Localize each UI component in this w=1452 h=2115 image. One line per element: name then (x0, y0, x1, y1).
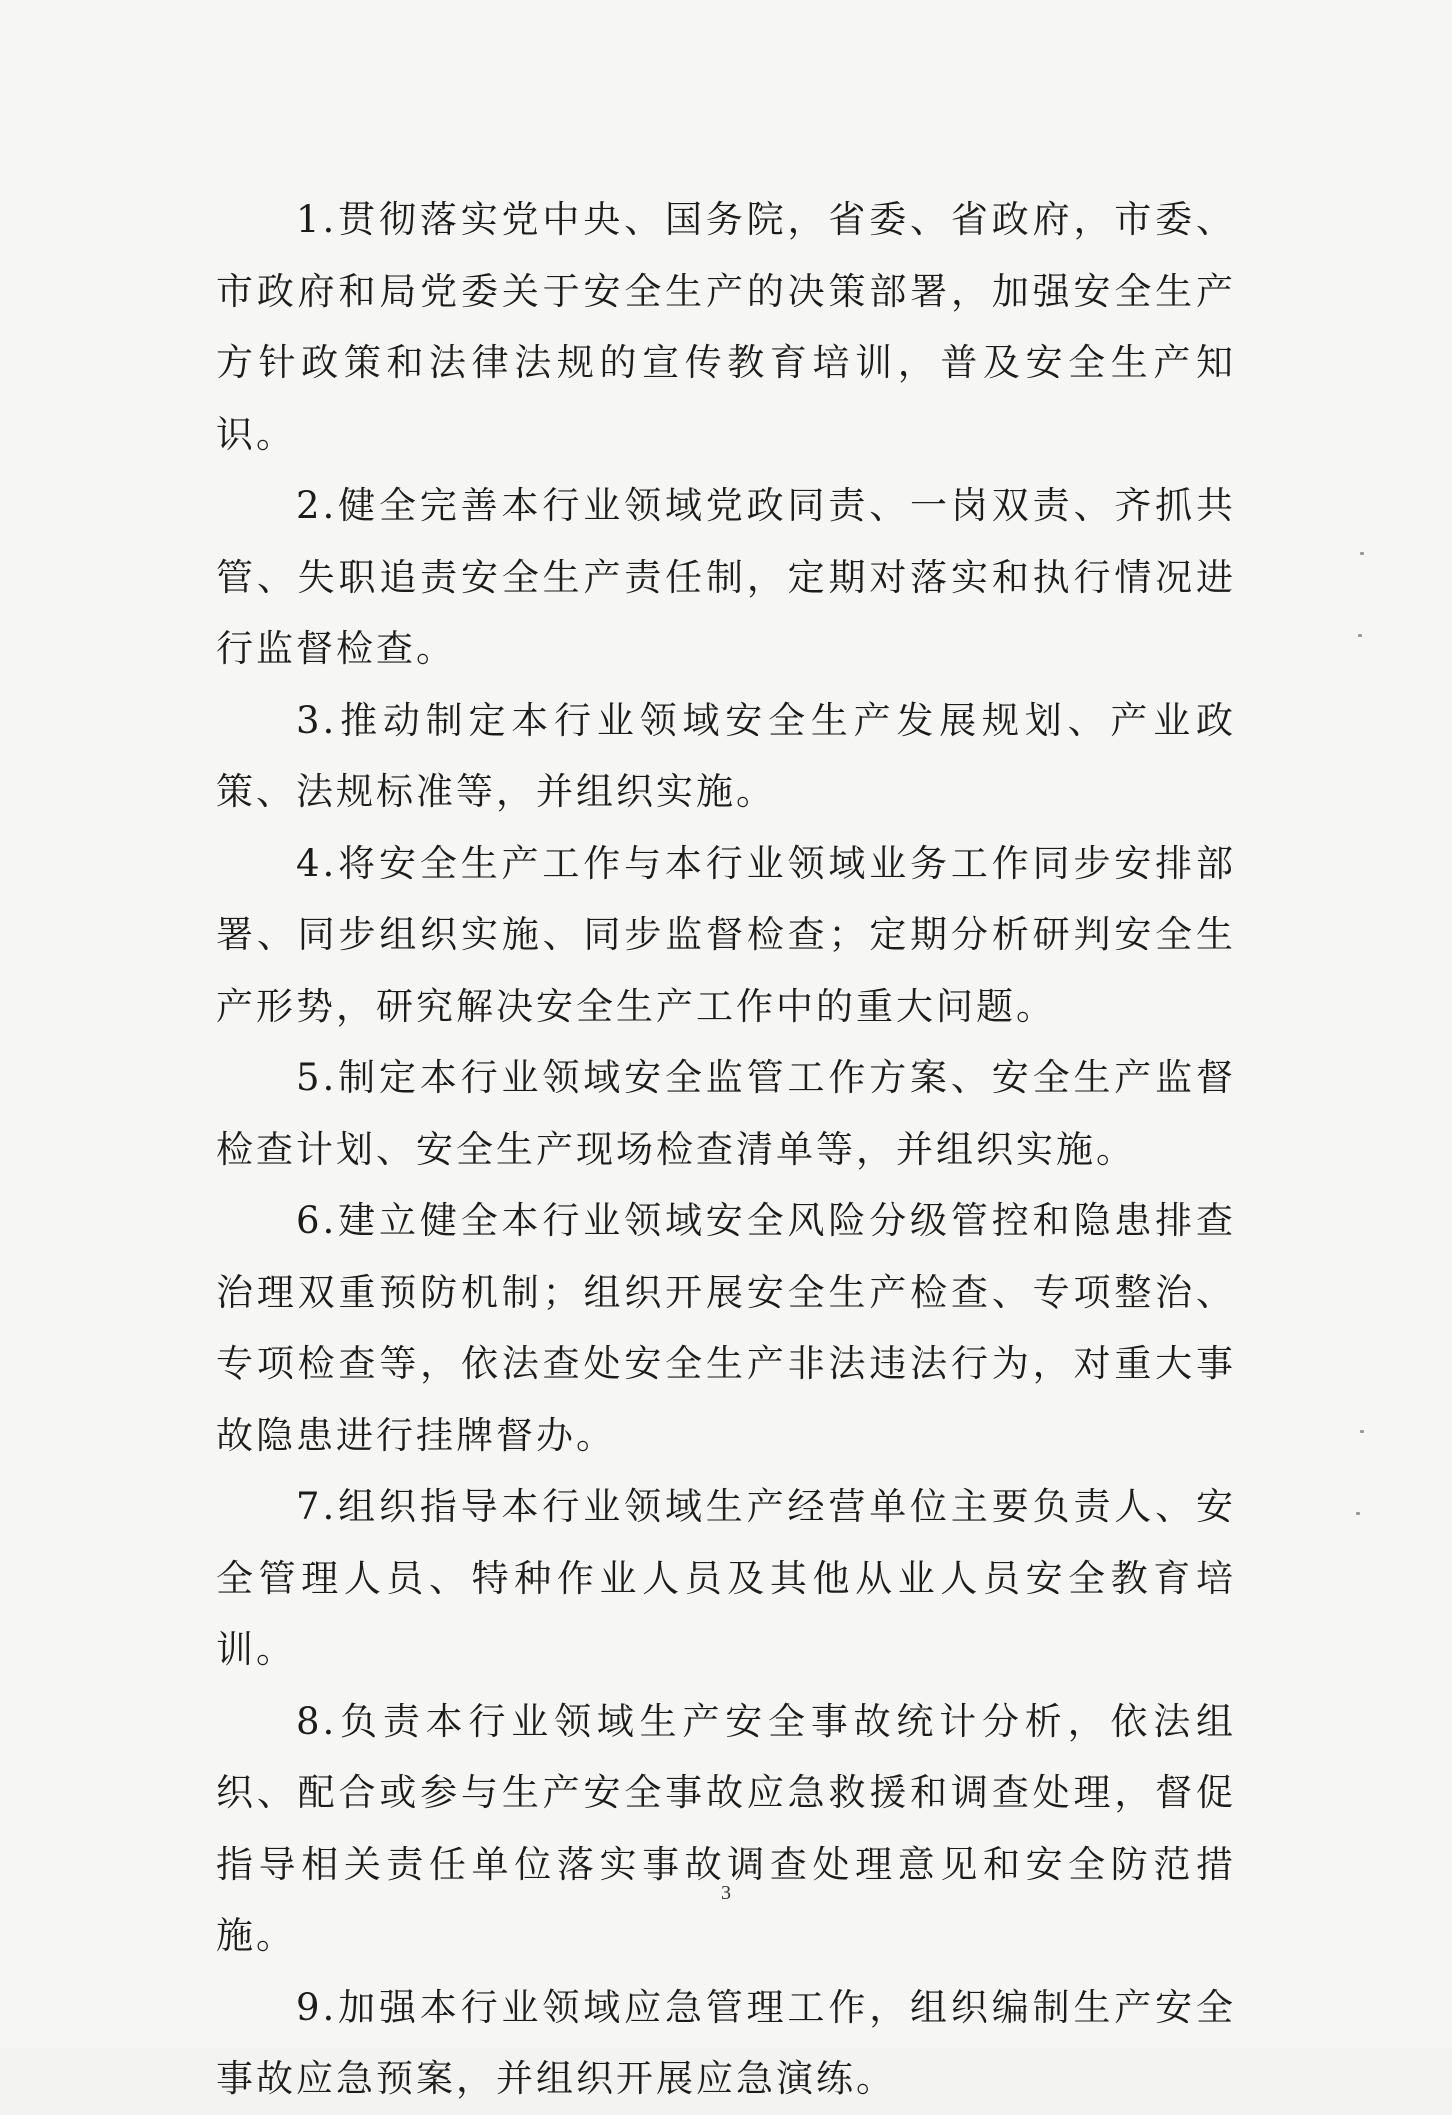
duty-item-5: 5.制定本行业领域安全监管工作方案、安全生产监督检查计划、安全生产现场检查清单等，并组织实施。 (216, 1056, 1236, 1171)
duty-item-3: 3.推动制定本行业领域安全生产发展规划、产业政策、法规标准等，并组织实施。 (216, 698, 1236, 813)
duty-item-9: 9.加强本行业领域应急管理工作，组织编制生产安全事故应急预案，并组织开展应急演练。 (216, 1985, 1236, 2100)
scan-speck (1360, 1430, 1364, 1433)
duty-item-6: 6.建立健全本行业领域安全风险分级管控和隐患排查治理双重预防机制；组织开展安全生产检查、专项整治、专项检查等，依法查处安全生产非法违法行为，对重大事故隐患进行挂牌督办。 (216, 1199, 1236, 1457)
scan-speck (1360, 552, 1364, 555)
duty-item-7: 7.组织指导本行业领域生产经营单位主要负责人、安全管理人员、特种作业人员及其他从业人员安全教育培训。 (216, 1485, 1236, 1671)
scan-speck (1356, 1512, 1360, 1515)
duty-item-4: 4.将安全生产工作与本行业领域业务工作同步安排部署、同步组织实施、同步监督检查；定期分析研判安全生产形势，研究解决安全生产工作中的重大问题。 (216, 841, 1236, 1028)
duty-list (216, 184, 1236, 2115)
duty-item-8: 8.负责本行业领域生产安全事故统计分析，依法组织、配合或参与生产安全事故应急救援和调查处理，督促指导相关责任单位落实事故调查处理意见和安全防范措施。 (216, 1699, 1236, 1957)
duty-item-2: 2.健全完善本行业领域党政同责、一岗双责、齐抓共管、失职追责安全生产责任制，定期对落实和执行情况进行监督检查。 (216, 484, 1236, 670)
scan-speck (1358, 634, 1362, 637)
duty-item-1: 1.贯彻落实党中央、国务院，省委、省政府，市委、市政府和局党委关于安全生产的决策部署，加强安全生产方针政策和法律法规的宣传教育培训，普及安全生产知识。 (216, 198, 1236, 456)
page-number: 3 (721, 1882, 731, 1904)
